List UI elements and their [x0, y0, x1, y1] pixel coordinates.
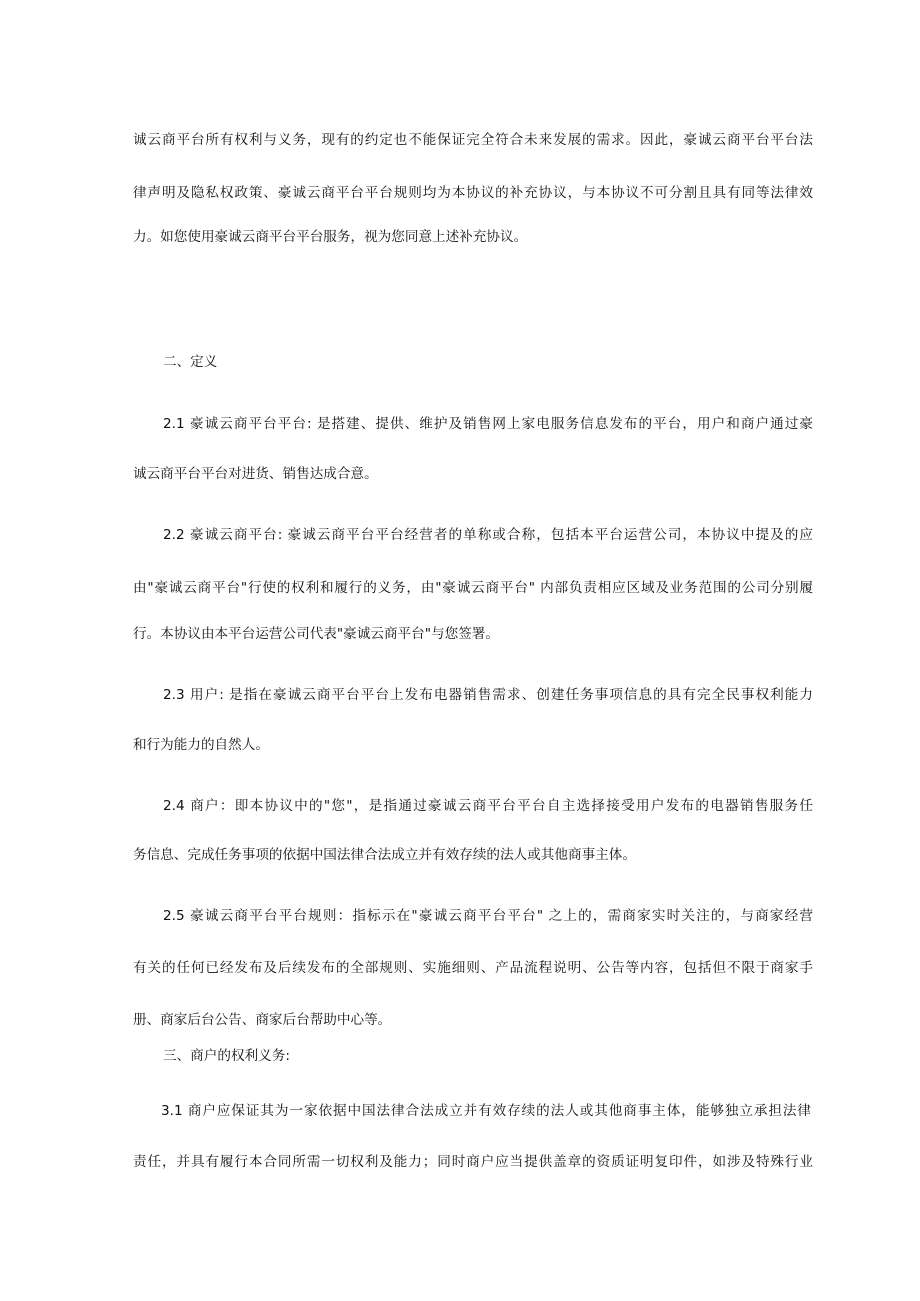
clause-2-5-line: 有关的任何已经发布及后续发布的全部规则、实施细则、产品流程说明、公告等内容，包括但不限于商家手 — [133, 960, 813, 976]
clause-2-2-line: 2.2 豪诚云商平台: 豪诚云商平台平台经营者的单称或合称，包括本平台运营公司，本协议中提及的应 — [163, 527, 813, 543]
clause-2-5-line: 册、商家后台公告、商家后台帮助中心等。 — [133, 1012, 392, 1028]
clause-2-4-line: 务信息、完成任务事项的依据中国法律合法成立并有效存续的法人或其他商事主体。 — [133, 847, 636, 863]
clause-3-1-line: 3.1 商户应保证其为一家依据中国法律合法成立并有效存续的法人或其他商事主体，能够独立承担法律 — [161, 1103, 811, 1119]
section-heading-merchant-rights: 三、商户的权利义务: — [163, 1048, 290, 1064]
paragraph-line: 律声明及隐私权政策、豪诚云商平台平台规则均为本协议的补充协议，与本协议不可分割且具有同等法律效 — [133, 185, 813, 201]
paragraph-line: 力。如您使用豪诚云商平台平台服务，视为您同意上述补充协议。 — [133, 229, 528, 245]
clause-2-2-line: 行。本协议由本平台运营公司代表"豪诚云商平台"与您签署。 — [133, 626, 499, 642]
paragraph-line: 诚云商平台所有权利与义务，现有的约定也不能保证完全符合未来发展的需求。因此，豪诚云商平台平台法 — [133, 132, 813, 148]
clause-2-5-line: 2.5 豪诚云商平台平台规则：指标示在"豪诚云商平台平台" 之上的，需商家实时关注的，与商家经营 — [163, 908, 813, 924]
clause-3-1-line: 责任，并具有履行本合同所需一切权利及能力；同时商户应当提供盖章的资质证明复印件，如涉及特殊行业 — [133, 1154, 813, 1170]
section-heading-definitions: 二、定义 — [163, 354, 218, 370]
clause-2-3-line: 和行为能力的自然人。 — [133, 737, 269, 753]
clause-2-2-line: 由"豪诚云商平台"行使的权利和履行的义务，由"豪诚云商平台" 内部负责相应区域及业务范围的公司分别履 — [133, 580, 813, 596]
clause-2-1-line: 2.1 豪诚云商平台平台: 是搭建、提供、维护及销售网上家电服务信息发布的平台，用户和商户通过豪 — [163, 416, 813, 432]
clause-2-4-line: 2.4 商户：即本协议中的"您"，是指通过豪诚云商平台平台自主选择接受用户发布的电器销售服务任 — [163, 798, 813, 814]
clause-2-3-line: 2.3 用户: 是指在豪诚云商平台平台上发布电器销售需求、创建任务事项信息的具有完全民事权利能力 — [163, 687, 813, 703]
clause-2-1-line: 诚云商平台平台对进货、销售达成合意。 — [133, 466, 378, 482]
